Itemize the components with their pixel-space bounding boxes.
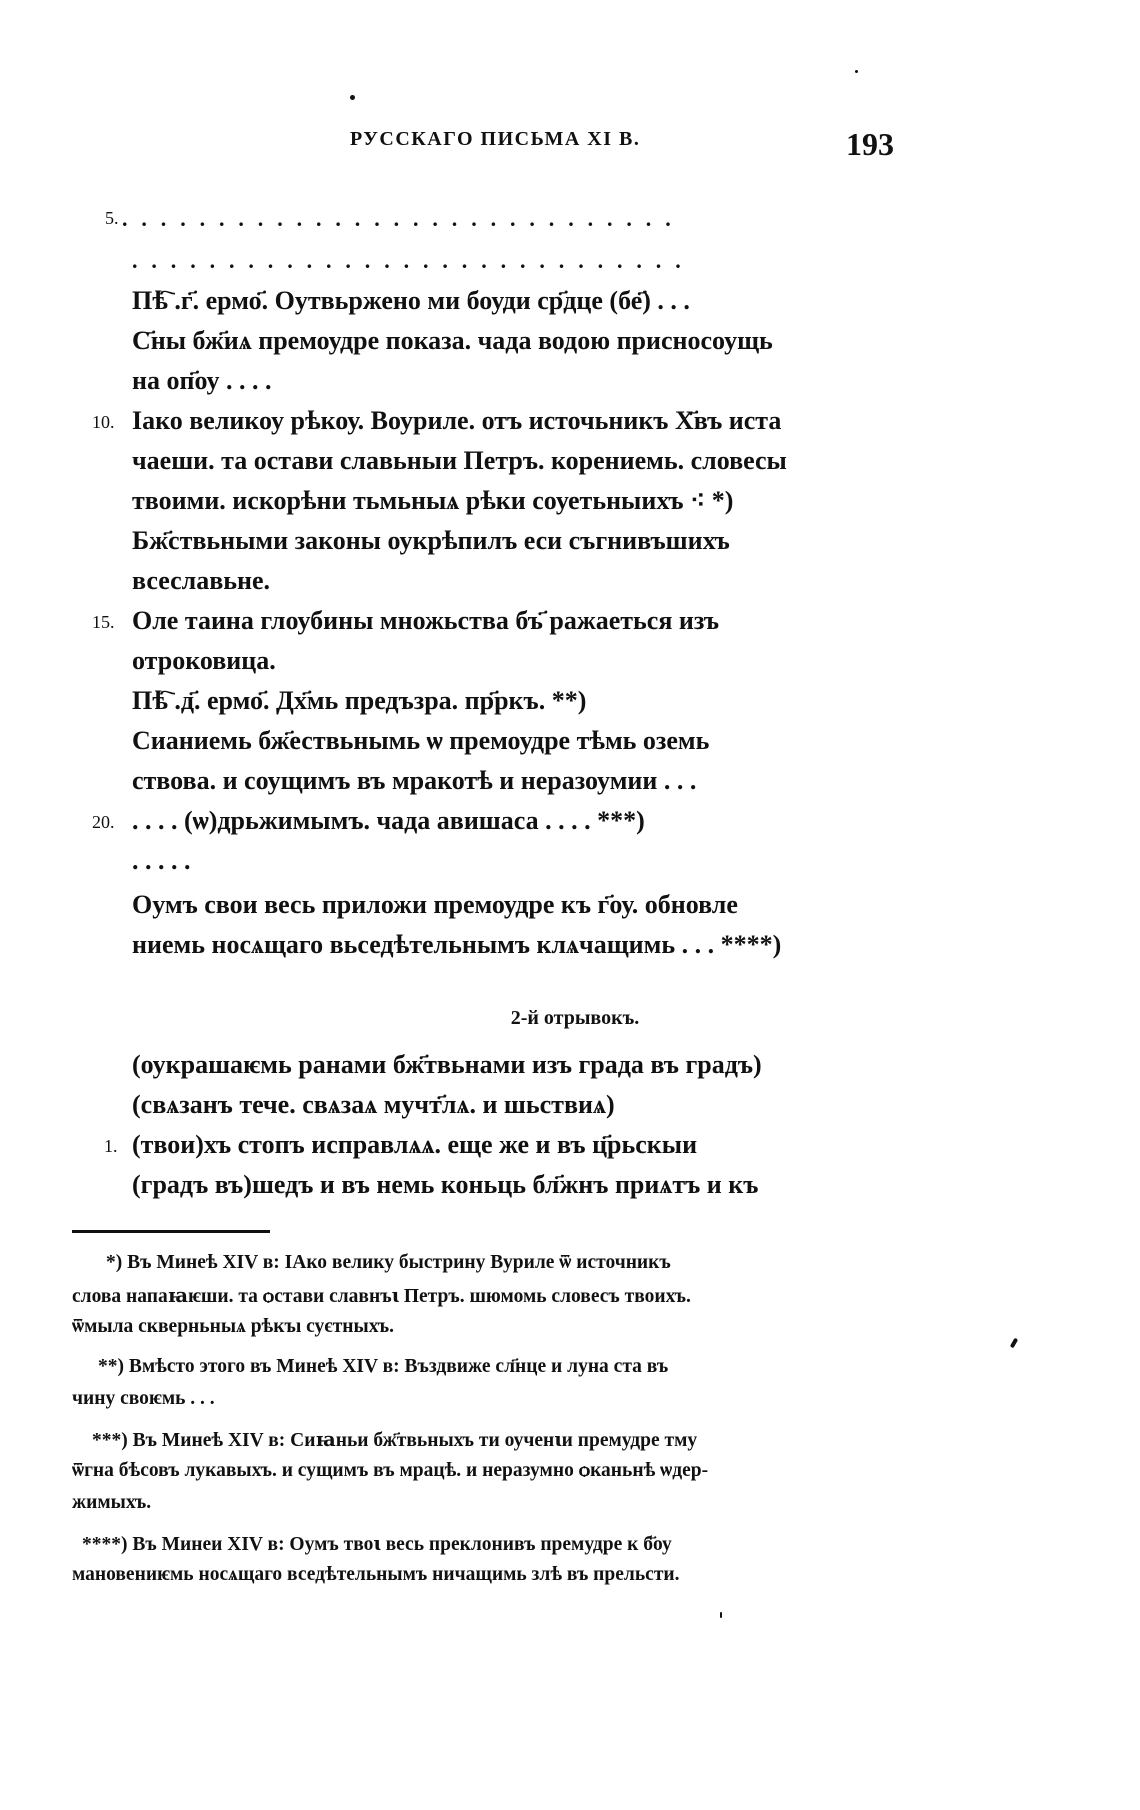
text-line: Оле таина глоубины множьства бъ҃ ражаеться изъ [132,606,720,635]
text-line: Пѣ҇ .д҃. ермо҃. Дх҃мь предъзра. пр҃ркъ. **) [132,686,587,715]
text-line: твоими. искорѣни тьмьныѧ рѣки соуетьныихъ ⁖ *) [132,486,734,515]
footnote-line: ѿмыла скверньныѧ рѣкъı суєтныхъ. [72,1316,394,1337]
ink-speck [855,70,858,73]
section-heading [0,1007,1140,1030]
ellipsis-row: . . . . . . . . . . . . . . . . . . . . . . . . . . . . . [132,248,685,273]
text-line: всеславьне. [132,566,271,595]
line-number: 5. [105,208,119,228]
running-title: РУССКАГО ПИСЬМА XI В. [350,128,641,150]
text-line: (оукрашаѥмь ранами бж҃твьнами изъ града въ градъ) [132,1050,762,1079]
line-number: 20. [92,812,115,832]
ink-speck [720,1612,722,1618]
text-line: . . . . (ѡ)дрьжимымъ. чада авишаса . . . . ***) [132,806,645,835]
footnote-line: жимыхъ. [72,1492,152,1513]
text-line: . . . . . [132,846,191,875]
text-line: (градъ въ)шедъ и въ немь коньць бл҃жнъ приѧтъ и къ [132,1170,759,1199]
ellipsis-row: . . . . . . . . . . . . . . . . . . . . . . . . . . . . . [122,206,675,231]
text-line: С҃ны бж҃иѧ премоудре показа. чада водою присносоущь [132,326,773,355]
section-heading-text: 2-й отрывокъ. [510,1007,640,1029]
footnote-line: слова напаꙗѥши. та ѻстави славнъꙇ Петръ. шюмомь словесъ твоихъ. [72,1286,691,1307]
page-number: 193 [846,126,894,162]
footnote-line: *) Въ Минеѣ XIV в: ІАко велику быстрину Вуриле ѿ источникъ [106,1252,671,1273]
text-line: Оумъ свои весь приложи премоудре къ г҃оу. обновле [132,890,738,919]
text-line: ствова. и соущимъ въ мракотѣ и неразоумии . . . [132,766,697,795]
ink-speck [350,95,355,100]
line-number: 10. [92,412,115,432]
text-line: отроковица. [132,646,276,675]
footnote-line: чину своѥмь . . . [72,1388,215,1409]
line-number: 15. [92,612,115,632]
text-line: Сианиемь бж҃ествьнымь ѡ премоудре тѣмь оземь [132,726,710,755]
footnote-line: ѿгна бѣсовъ лукавыхъ. и сущимъ въ мрацѣ. и неразумно ѻканьнѣ ѡдер- [72,1460,709,1481]
text-line: чаеши. та остави славьныи Петръ. корениемь. словесы [132,446,787,475]
footnote-line: ***) Въ Минеѣ XIV в: Сиꙗньи бж҃твьныхъ ти оученꙇи премудре тму [92,1430,698,1451]
line-number: 1. [104,1136,118,1156]
text-line: (свѧзанъ тече. свѧзаѧ мучт҃лѧ. и шьствиѧ) [132,1090,615,1119]
footnote-line: ****) Въ Минеи XIV в: Оумъ твоꙇ весь преклонивъ премудре к б҃оу [82,1534,672,1555]
footnote-rule [72,1230,270,1233]
footnote-line: мановениѥмь носѧщаго вседѣтельнымъ ничащимь злѣ въ прельсти. [72,1564,680,1585]
text-line: ниемь носѧщаго вьседѣтельнымъ клѧчащимь . . . ****) [132,930,782,959]
text-line: Іако великоу рѣкоу. Воуриле. отъ источьникъ Х҃въ иста [132,406,782,435]
text-line: Бж҃ствьными законы оукрѣпилъ еси съгнивъшихъ [132,526,730,555]
ink-speck [1010,1338,1018,1349]
text-line: (твои)хъ стопъ исправлѧѧ. еще же и въ ц҃рьскыи [132,1130,698,1159]
footnote-line: **) Вмѣсто этого въ Минеѣ XIV в: Въздвиже сл҃нце и луна ста въ [98,1356,669,1377]
text-line: Пѣ҇ .г҃. ермо҃. Оутвьржено ми боуди ср҃дце (бе҃) . . . [132,286,690,315]
text-line: на оп҃оу . . . . [132,366,272,395]
